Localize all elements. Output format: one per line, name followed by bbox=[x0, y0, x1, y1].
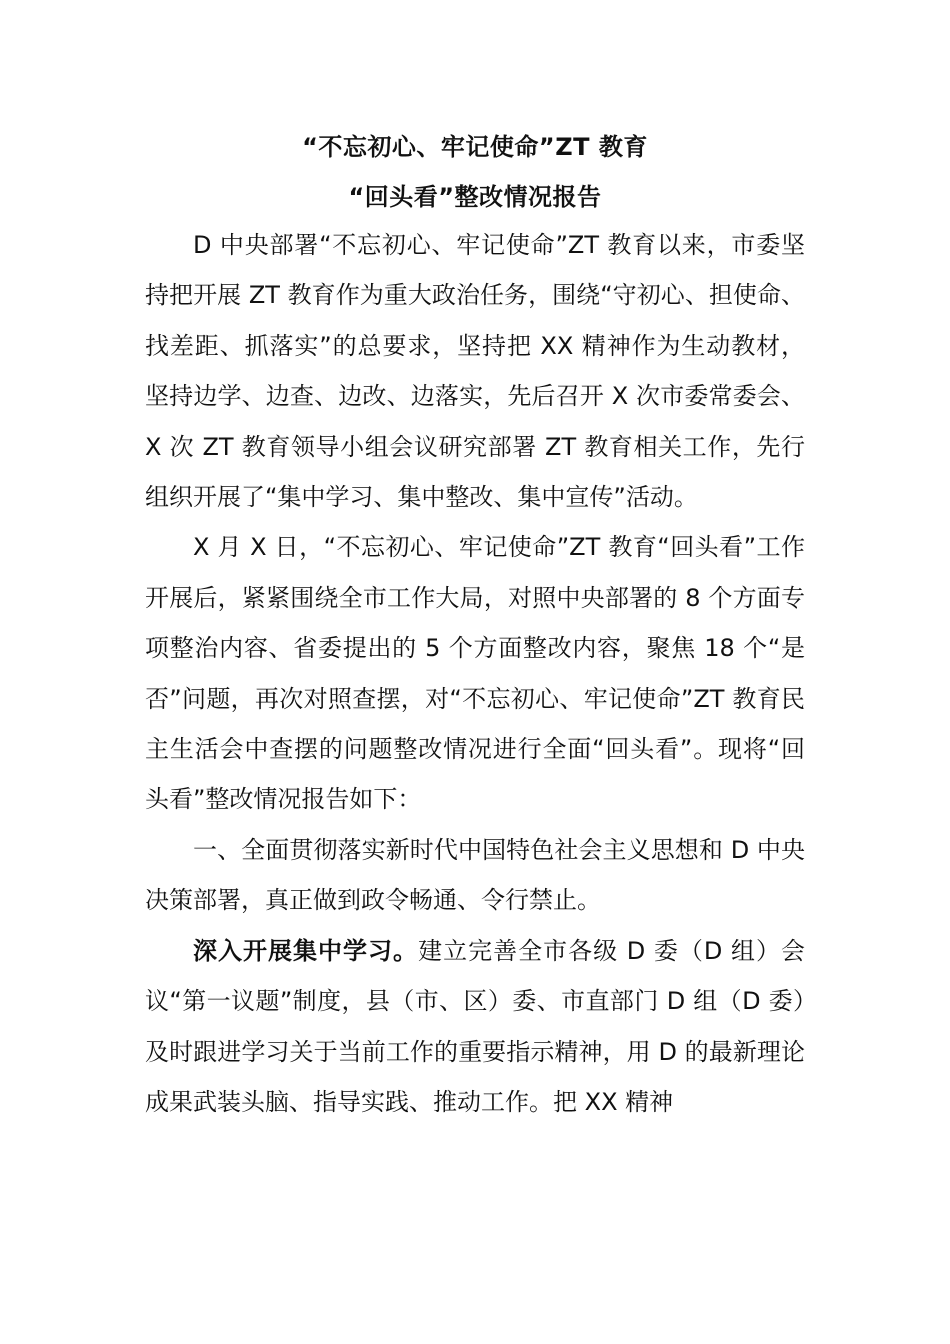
paragraph-review-start-text: X 月 X 日，“不忘初心、牢记使命”ZT 教育“回头看”工作开展后，紧紧围绕全市工作大局，对照中央部署的 8 个方面专项整治内容、省委提出的 5 个方面整改内容，聚焦 18 个“是否”问题，再次对照查摆，对“不忘初心、牢记使命”ZT 教育民主生活会中查摆的问题整改情况进行全面“回头看”。现将“回头看”整改情况报告如下： bbox=[145, 533, 805, 814]
paragraph-intro bbox=[145, 220, 805, 522]
document-body bbox=[145, 220, 805, 1127]
section-heading-one-text: 一、全面贯彻落实新时代中国特色社会主义思想和 D 中央决策部署，真正做到政令畅通、令行禁止。 bbox=[145, 835, 805, 915]
paragraph-study-lead: 深入开展集中学习。 bbox=[193, 936, 419, 965]
paragraph-review-start bbox=[145, 522, 805, 824]
paragraph-study bbox=[145, 926, 805, 1128]
paragraph-intro-text: D 中央部署“不忘初心、牢记使命”ZT 教育以来，市委坚持把开展 ZT 教育作为重大政治任务，围绕“守初心、担使命、找差距、抓落实”的总要求，坚持把 XX 精神作为生动教材，坚持边学、边查、边改、边落实，先后召开 X 次市委常委会、X 次 ZT 教育领导小组会议研究部署 ZT 教育相关工作，先行组织开展了“集中学习、集中整改、集中宣传”活动。 bbox=[145, 231, 805, 512]
document-title-line-1: “不忘初心、牢记使命”ZT 教育 bbox=[302, 133, 648, 161]
paragraph-study-text: 建立完善全市各级 D 委（D 组）会议“第一议题”制度，县（市、区）委、市直部门 D 组（D 委）及时跟进学习关于当前工作的重要指示精神，用 D 的最新理论成果武装头脑、指导实践、推动工作。把 XX 精神 bbox=[145, 936, 805, 1116]
section-heading-one bbox=[145, 825, 805, 926]
document-title-line-2: “回头看”整改情况报告 bbox=[348, 183, 602, 211]
